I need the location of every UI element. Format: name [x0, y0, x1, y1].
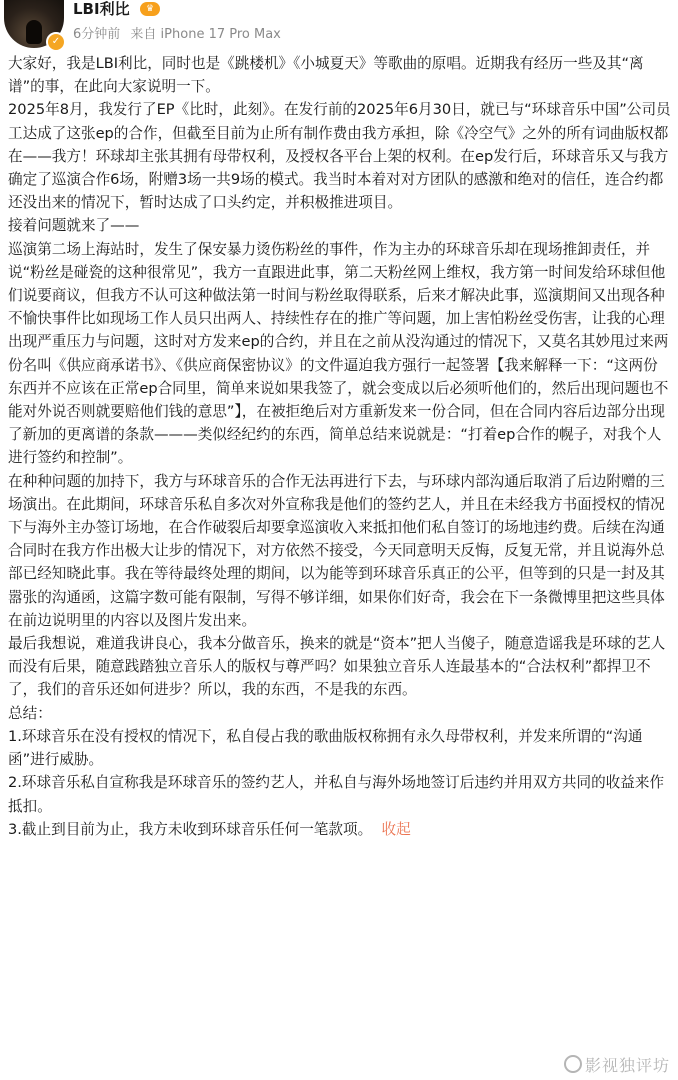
post-summary-item-1: 1.环球音乐在没有授权的情况下，私自侵占我的歌曲版权称拥有永久母带权利，并发来所谓的“沟通函”进行威胁。: [8, 727, 643, 769]
watermark: [564, 1053, 670, 1076]
verified-badge-icon: ✓: [46, 32, 66, 52]
post-body: [8, 52, 672, 841]
post-paragraph-closing-thoughts: 最后我想说，难道我讲良心，我本分做音乐，换来的就是“资本”把人当傻子，随意造谣我是环球的艺人而没有后果，随意践踏独立音乐人的版权与尊严吗？如果独立音乐人连最基本的“合法权利”都捍卫不了，我们的音乐还如何进步？所以，我的东西，不是我的东西。: [8, 635, 666, 699]
watermark-text: 影视独评坊: [584, 1056, 670, 1075]
post-summary-item-2: 2.环球音乐私自宣称我是环球音乐的签约艺人，并私自与海外场地签订后违约并用双方共同的收益来作抵扣。: [8, 774, 665, 815]
post-paragraph-intro: 大家好，我是LBI利比，同时也是《跳楼机》《小城夏天》等歌曲的原唱。近期我有经历一些及其“离谱”的事，在此向大家说明一下。: [8, 55, 644, 96]
post-header: [0, 0, 678, 52]
member-crown-icon[interactable]: ♛: [140, 2, 160, 16]
user-name[interactable]: LBI利比: [73, 0, 130, 18]
post-paragraph-transition: 接着问题就来了——: [8, 217, 140, 235]
collapse-link[interactable]: 收起: [381, 820, 411, 838]
post-paragraph-cooperation-ended: 在种种问题的加持下，我方与环球音乐的合作无法再进行下去，与环球内部沟通后取消了后边附赠的三场演出。在此期间，环球音乐私自多次对外宣称我是他们的签约艺人，并且在未经我方书面授权的情况下与海外主办签订场地，在合作破裂后却要拿巡演收入来抵扣他们私自签订的场地违约费。后续在沟通合同时在我方作出极大让步的情况下，对方依然不接受，今天同意明天反悔，反复无常，并且说海外总部已经知晓此事。我在等待最终处理的期间，以为能等到环球音乐真正的公平，但等到的只是一封及其嚣张的沟通函，这篇字数可能有限制，写得不够详细，如果你们好奇，我会在下一条微博里把这些具体在前边说明里的内容以及图片发出来。: [8, 472, 665, 629]
post-paragraph-summary-heading: 总结：: [8, 704, 52, 722]
post-meta: [73, 26, 287, 44]
watermark-logo-icon: [564, 1055, 582, 1073]
post-paragraph-tour-issues: 巡演第二场上海站时，发生了保安暴力烫伤粉丝的事件，作为主办的环球音乐却在现场推卸责任，并说“粉丝是碰瓷的这种很常见”，我方一直跟进此事，第二天粉丝网上维权，我方第一时间发给环球但他们说要商议，但我方不认可这种做法第一时间与粉丝取得联系，后来才解决此事，巡演期间又出现各种不愉快事件比如现场工作人员只出两人、持续性存在的推广等问题，加上害怕粉丝受伤害，让我的心理出现严重压力与问题，这时对方发来ep的合约，并且在之前从没沟通过的情况下，又莫名其妙甩过来两份名叫《供应商承诺书》、《供应商保密协议》的文件逼迫我方强行一起签署【我来解释一下：“这两份东西并不应该在正常ep合同里，简单来说如果我签了，就会变成以后必须听他们的，然后出现问题也不能对外说否则就要赔他们钱的意思”】，在被拒绝后对方重新发来一份合同，但在合同内容后边部分出现了新加的更离谱的条款———类似经纪约的东西，简单总结来说就是：“打着ep合作的幌子，对我个人进行签约和控制”。: [8, 240, 669, 467]
post-paragraph-ep-release: 2025年8月，我发行了EP《比时，此刻》。在发行前的2025年6月30日，就已与“环球音乐中国”公司员工达成了这张ep的合作，但截至目前为止所有制作费由我方承担，除《冷空气》之外的所有词曲版权都在——我方！环球却主张其拥有母带权利，及授权各平台上架的权利。在ep发行后，环球音乐又与我方确定了巡演合作6场，附赠3场一共9场的模式。我当时本着对对方团队的感激和绝对的信任，连合约都还没出来的情况下，暂时达成了口头约定，并积极推进项目。: [8, 101, 671, 212]
post-source: 来自 iPhone 17 Pro Max: [130, 27, 281, 42]
post-summary-item-3-text: 3.截止到目前为止，我方未收到环球音乐任何一笔款项。: [8, 820, 373, 838]
post-summary-item-3: [8, 818, 672, 841]
post-time: 6分钟前: [73, 27, 121, 42]
